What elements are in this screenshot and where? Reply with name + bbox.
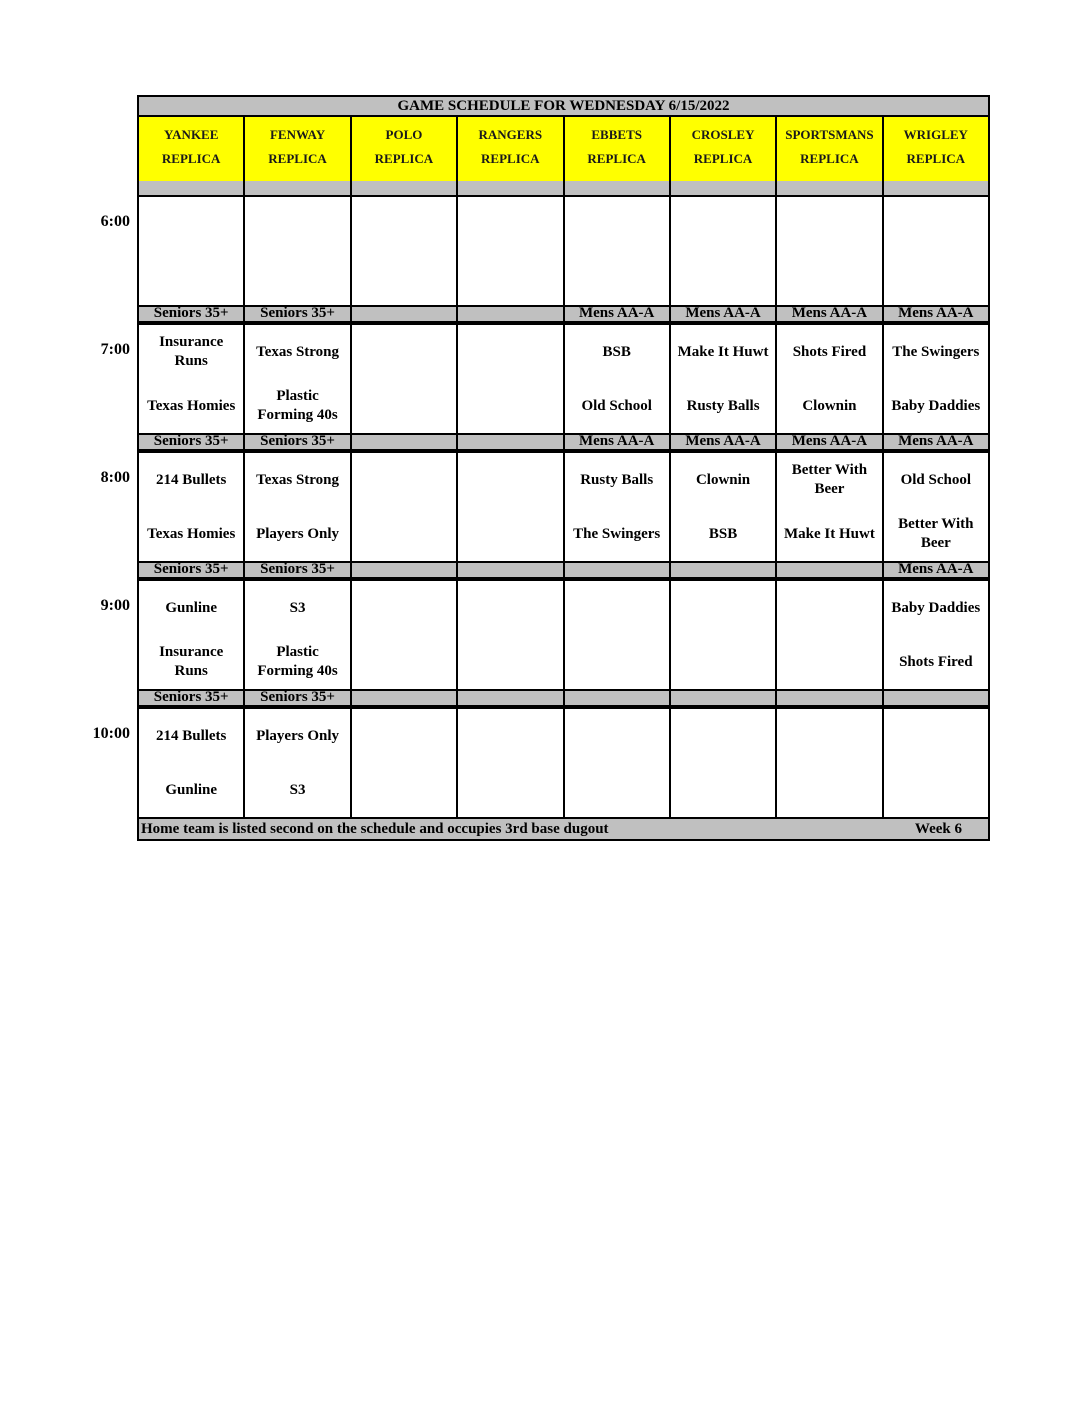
game-cell: [671, 581, 777, 689]
home-team-note: Home team is listed second on the schedule and occupies 3rd base dugout: [141, 821, 609, 837]
division-label: [352, 691, 458, 705]
home-team: Make It Huwt: [784, 525, 875, 542]
division-label: Seniors 35+: [139, 691, 245, 705]
game-cell: [458, 709, 564, 817]
visiting-team: [458, 453, 562, 507]
game-cell: [139, 453, 245, 561]
schedule-title: GAME SCHEDULE FOR WEDNESDAY 6/15/2022: [137, 95, 990, 117]
field-header-ebbets: [565, 117, 671, 181]
visiting-team: Baby Daddies: [891, 599, 981, 616]
field-name: EBBETS: [591, 127, 642, 142]
field-subtitle: REPLICA: [800, 151, 859, 166]
field-header-rangers: [458, 117, 564, 181]
home-team: [884, 763, 988, 817]
visiting-team: Clownin: [695, 471, 751, 488]
field-name: CROSLEY: [691, 127, 755, 142]
home-team: [777, 763, 881, 817]
field-header-crosley: [671, 117, 777, 181]
visiting-team: Old School: [900, 471, 972, 488]
home-team: [352, 763, 456, 817]
visiting-team: Players Only: [256, 727, 340, 744]
visiting-team: [352, 453, 456, 507]
visiting-team: [777, 709, 881, 763]
game-cell: [884, 709, 988, 817]
game-cell: [884, 581, 988, 689]
week-label: Week 6: [914, 821, 962, 837]
game-cell: [352, 453, 458, 561]
schedule-footer: [137, 817, 990, 841]
visiting-team: The Swingers: [892, 343, 980, 360]
division-label: Seniors 35+: [139, 563, 245, 577]
game-cell: [884, 197, 988, 305]
header-strip-cell: [139, 181, 245, 195]
visiting-team: [671, 709, 775, 763]
game-cell: [352, 325, 458, 433]
visiting-team: [884, 709, 988, 763]
division-label: [458, 435, 564, 449]
game-cell: [671, 709, 777, 817]
division-label: Mens AA-A: [777, 307, 883, 321]
visiting-team: Shots Fired: [792, 343, 867, 360]
time-label: 6:00: [100, 213, 130, 230]
visiting-team: Better With Beer: [791, 462, 868, 497]
visiting-team: [884, 197, 988, 251]
field-header-yankee: [139, 117, 245, 181]
header-gray-strip: [137, 181, 990, 195]
visiting-team: 214 Bullets: [155, 727, 227, 744]
game-cell: [458, 453, 564, 561]
division-label: [458, 307, 564, 321]
division-label: Mens AA-A: [884, 563, 988, 577]
division-label: Mens AA-A: [565, 435, 671, 449]
division-label: Seniors 35+: [245, 435, 351, 449]
division-label: [884, 691, 988, 705]
visiting-team: 214 Bullets: [155, 471, 227, 488]
division-label: [777, 691, 883, 705]
home-team: [352, 251, 456, 305]
visiting-team: [352, 581, 456, 635]
field-name: FENWAY: [269, 127, 326, 142]
home-team: [352, 635, 456, 689]
home-team: [671, 251, 775, 305]
home-team: Players Only: [256, 525, 340, 542]
time-label: 9:00: [100, 597, 130, 614]
visiting-team: [777, 581, 881, 635]
field-name: SPORTSMANS: [785, 127, 874, 142]
field-subtitle: REPLICA: [268, 151, 327, 166]
game-cell: [565, 197, 671, 305]
visiting-team: [458, 325, 562, 379]
time-slot-row: [137, 707, 990, 817]
game-cell: [565, 453, 671, 561]
division-label: [777, 563, 883, 577]
field-name: WRIGLEY: [903, 127, 968, 142]
visiting-team: Make It Huwt: [677, 343, 769, 360]
division-label: Seniors 35+: [139, 435, 245, 449]
home-team: The Swingers: [573, 525, 661, 542]
time-slots: [137, 195, 990, 817]
division-label: Seniors 35+: [245, 563, 351, 577]
home-team: BSB: [708, 525, 738, 542]
header-strip-cell: [352, 181, 458, 195]
game-cell: [352, 709, 458, 817]
home-team: [245, 251, 349, 305]
field-subtitle: REPLICA: [693, 151, 753, 166]
game-cell: [458, 325, 564, 433]
visiting-team: [565, 581, 669, 635]
home-team: Clownin: [802, 397, 857, 414]
game-cell: [565, 581, 671, 689]
home-team: [458, 763, 562, 817]
division-row: [137, 433, 990, 451]
field-subtitle: REPLICA: [481, 151, 540, 166]
field-name: YANKEE: [163, 127, 219, 142]
division-label: [352, 563, 458, 577]
visiting-team: [458, 709, 562, 763]
home-team: [671, 635, 775, 689]
field-header-polo: [352, 117, 458, 181]
game-cell: [245, 709, 351, 817]
game-cell: [884, 453, 988, 561]
home-team: [565, 763, 669, 817]
home-team: Old School: [581, 397, 652, 414]
field-name: RANGERS: [478, 127, 543, 142]
home-team: Insurance Runs: [159, 644, 224, 679]
visiting-team: Texas Strong: [256, 343, 340, 360]
game-cell: [565, 709, 671, 817]
header-strip-cell: [458, 181, 564, 195]
game-cell: [245, 197, 351, 305]
header-strip-cell: [245, 181, 351, 195]
home-team: [139, 251, 243, 305]
home-team: [352, 507, 456, 561]
game-cell: [245, 453, 351, 561]
division-label: [458, 691, 564, 705]
game-cell: [565, 325, 671, 433]
division-label: Seniors 35+: [245, 307, 351, 321]
game-cell: [671, 197, 777, 305]
home-team: Better With Beer: [898, 516, 974, 551]
field-subtitle: REPLICA: [906, 151, 966, 166]
header-strip-cell: [671, 181, 777, 195]
division-label: Mens AA-A: [671, 435, 777, 449]
header-strip-cell: [884, 181, 988, 195]
visiting-team: [565, 197, 669, 251]
field-subtitle: REPLICA: [374, 151, 434, 166]
home-team: Plastic Forming 40s: [257, 644, 338, 679]
division-label: Mens AA-A: [884, 435, 988, 449]
game-cell: [458, 197, 564, 305]
field-header-wrigley: [884, 117, 988, 181]
home-team: Gunline: [165, 781, 218, 798]
home-team: [458, 379, 562, 433]
visiting-team: [671, 197, 775, 251]
home-team: Rusty Balls: [686, 397, 760, 414]
field-header-row: [137, 117, 990, 181]
home-team: Texas Homies: [147, 397, 236, 414]
visiting-team: [565, 709, 669, 763]
home-team: [565, 635, 669, 689]
visiting-team: [777, 197, 881, 251]
game-cell: [671, 453, 777, 561]
field-header-sportsmans: [777, 117, 883, 181]
field-subtitle: REPLICA: [161, 151, 221, 166]
home-team: [671, 763, 775, 817]
visiting-team: [458, 197, 562, 251]
field-name: POLO: [385, 127, 423, 142]
division-label: [565, 563, 671, 577]
home-team: [565, 251, 669, 305]
visiting-team: [245, 197, 349, 251]
home-team: [458, 251, 562, 305]
visiting-team: S3: [289, 599, 306, 616]
time-slot-row: [137, 579, 990, 689]
game-cell: [671, 325, 777, 433]
visiting-team: Insurance Runs: [159, 334, 224, 369]
game-cell: [245, 325, 351, 433]
division-label: Mens AA-A: [671, 307, 777, 321]
game-cell: [139, 581, 245, 689]
home-team: [884, 251, 988, 305]
game-cell: [777, 581, 883, 689]
visiting-team: Rusty Balls: [580, 471, 654, 488]
visiting-team: [352, 197, 456, 251]
game-cell: [139, 325, 245, 433]
schedule-table: [137, 95, 990, 841]
visiting-team: Gunline: [165, 599, 218, 616]
home-team: [777, 635, 881, 689]
home-team: Shots Fired: [899, 653, 973, 670]
division-label: Seniors 35+: [139, 307, 245, 321]
game-cell: [777, 709, 883, 817]
division-label: [352, 435, 458, 449]
header-strip-cell: [777, 181, 883, 195]
game-cell: [884, 325, 988, 433]
division-label: [458, 563, 564, 577]
field-header-fenway: [245, 117, 351, 181]
game-cell: [352, 581, 458, 689]
header-strip-cell: [565, 181, 671, 195]
time-label: 7:00: [100, 341, 130, 358]
time-slot-row: [137, 195, 990, 305]
time-slot-row: [137, 451, 990, 561]
home-team: Plastic Forming 40s: [257, 388, 338, 423]
division-label: Mens AA-A: [884, 307, 988, 321]
home-team: [458, 507, 562, 561]
time-label: 10:00: [92, 725, 130, 742]
visiting-team: [139, 197, 243, 251]
home-team: S3: [289, 781, 306, 798]
game-cell: [139, 197, 245, 305]
game-cell: [139, 709, 245, 817]
game-cell: [245, 581, 351, 689]
division-label: [671, 691, 777, 705]
home-team: [458, 635, 562, 689]
division-label: Mens AA-A: [777, 435, 883, 449]
game-cell: [352, 197, 458, 305]
time-slot-row: [137, 323, 990, 433]
game-cell: [777, 325, 883, 433]
visiting-team: [352, 709, 456, 763]
visiting-team: [671, 581, 775, 635]
division-row: [137, 561, 990, 579]
home-team: Texas Homies: [147, 525, 236, 542]
game-cell: [777, 453, 883, 561]
game-cell: [458, 581, 564, 689]
home-team: [777, 251, 881, 305]
division-label: [565, 691, 671, 705]
visiting-team: BSB: [602, 343, 631, 360]
division-label: Mens AA-A: [565, 307, 671, 321]
visiting-team: [458, 581, 562, 635]
time-label: 8:00: [100, 469, 130, 486]
division-label: [671, 563, 777, 577]
home-team: Baby Daddies: [891, 397, 981, 414]
division-label: [352, 307, 458, 321]
visiting-team: Texas Strong: [256, 471, 340, 488]
game-cell: [777, 197, 883, 305]
visiting-team: [352, 325, 456, 379]
division-row: [137, 689, 990, 707]
field-subtitle: REPLICA: [587, 151, 646, 166]
division-row: [137, 305, 990, 323]
home-team: [352, 379, 456, 433]
division-label: Seniors 35+: [245, 691, 351, 705]
